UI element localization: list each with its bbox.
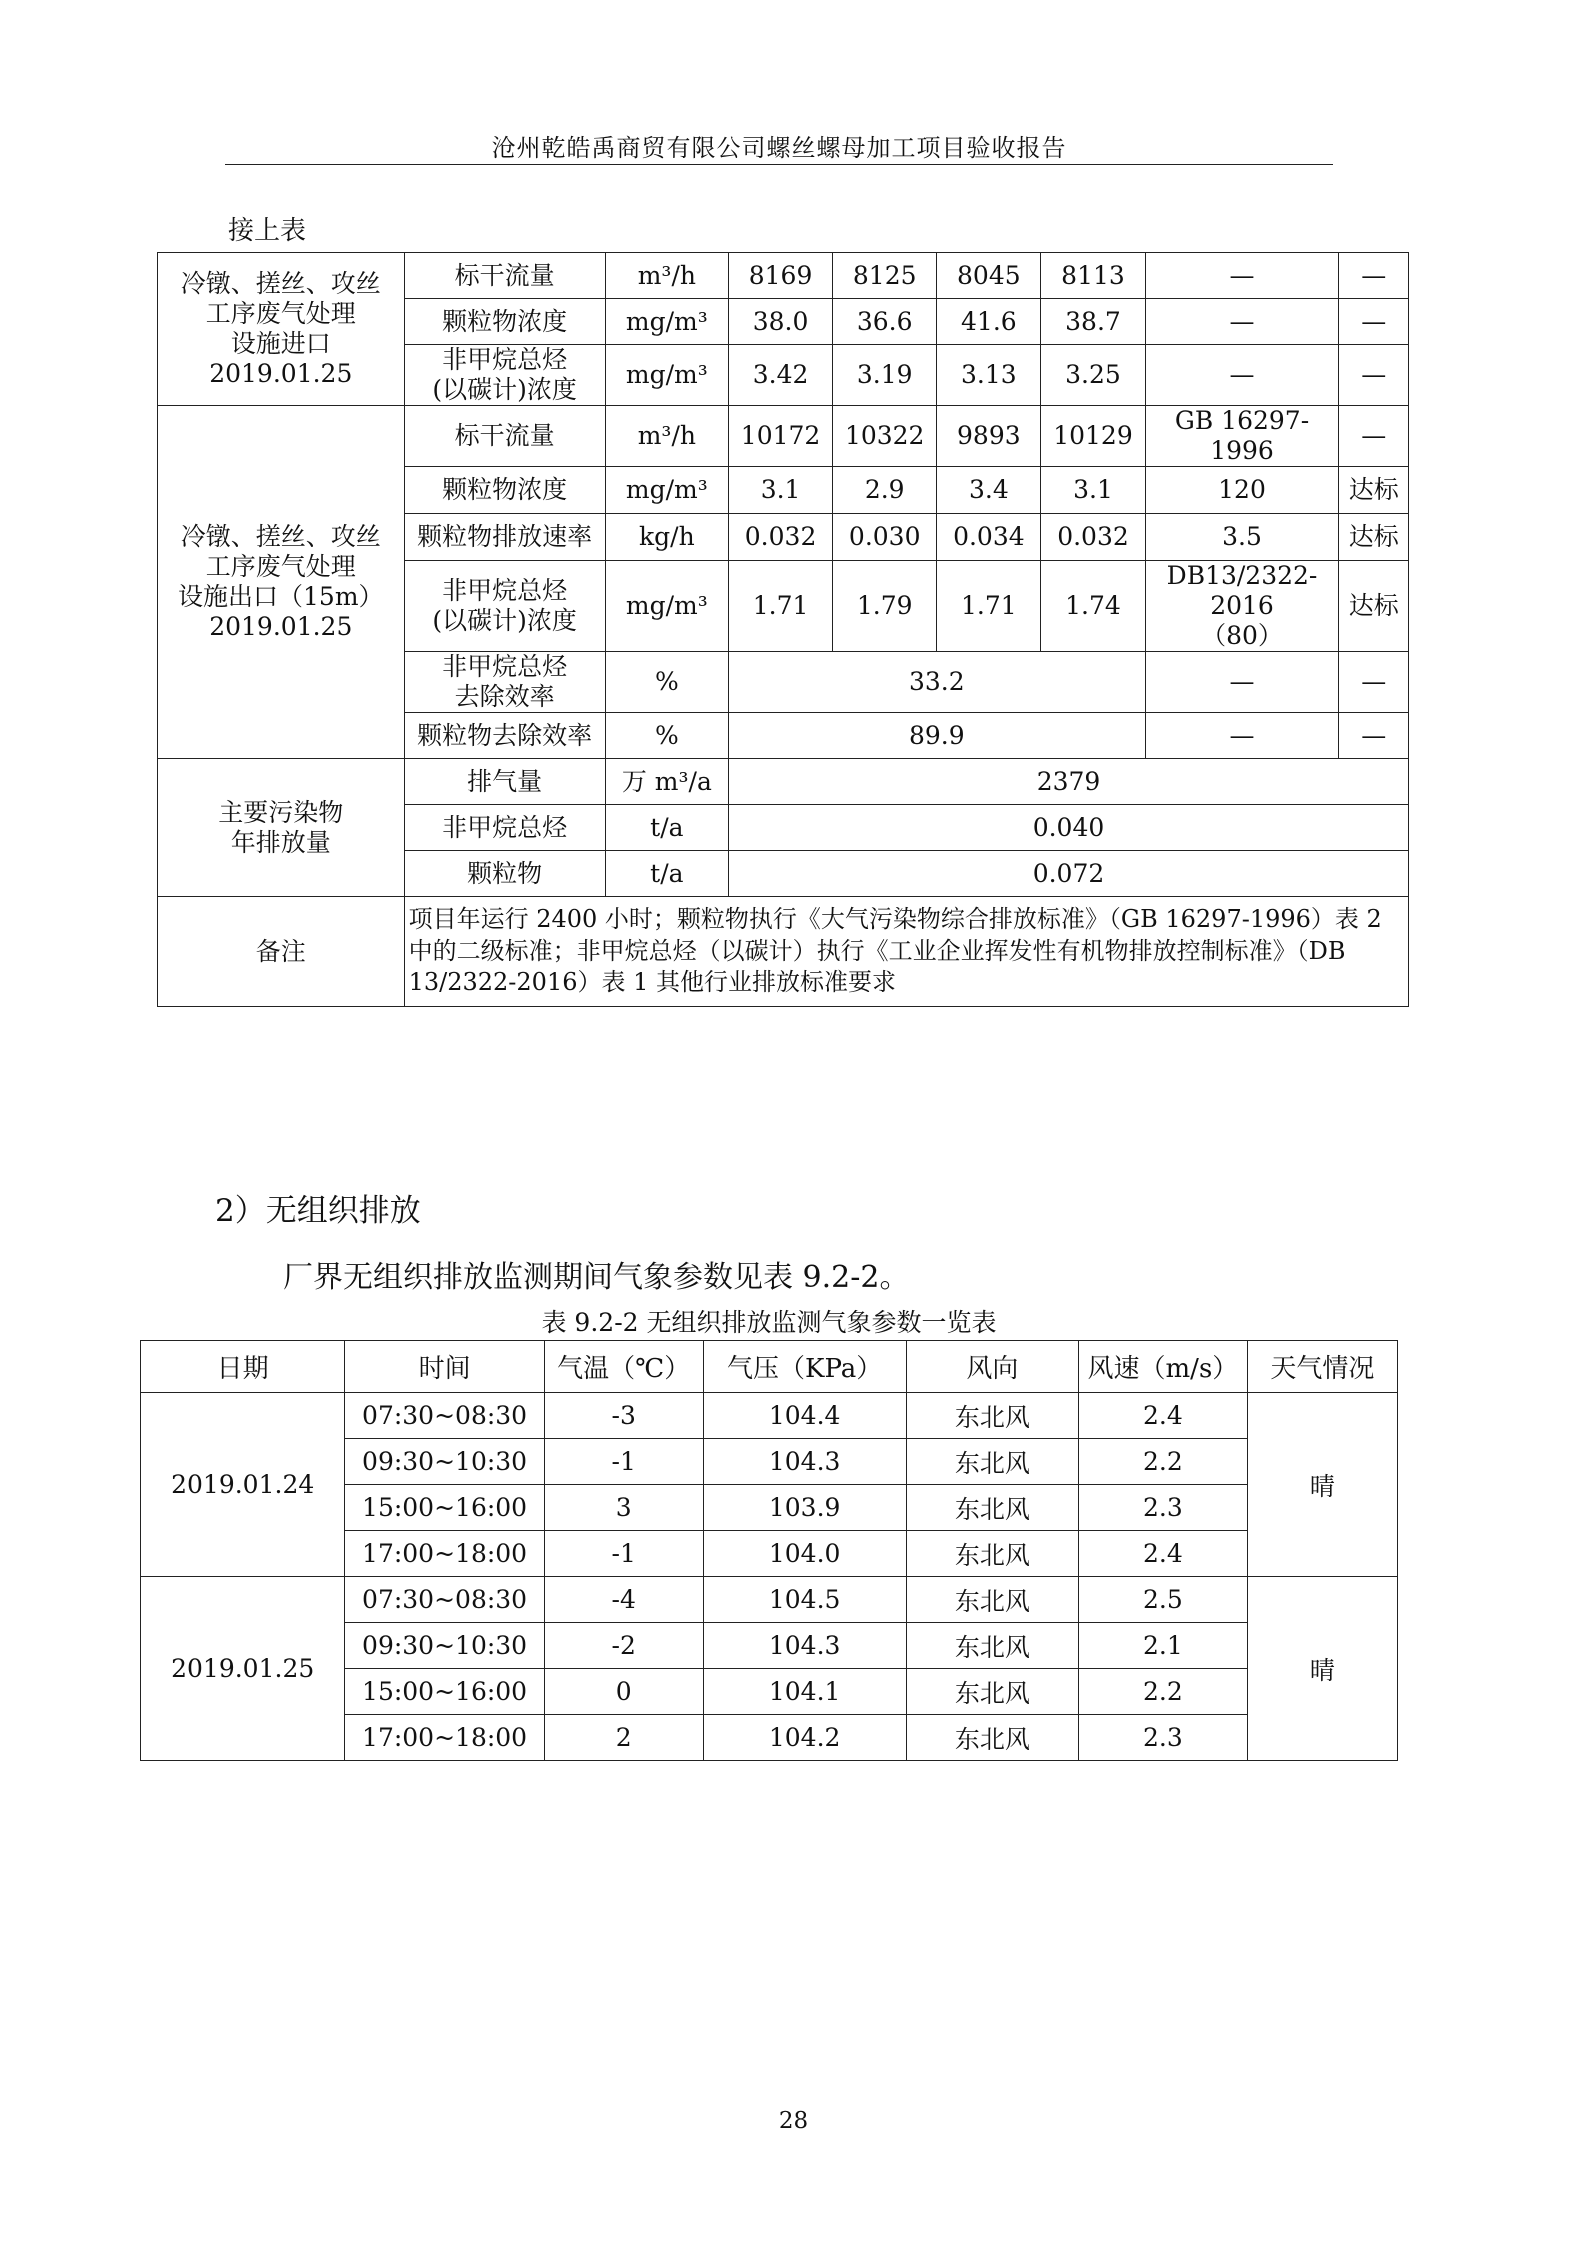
value-cell: 33.2 [729,652,1146,713]
table-row [158,897,1409,1007]
item-cell [404,406,605,467]
column-header: 风速（m/s） [1079,1341,1248,1393]
time-cell: 07:30~08:30 [345,1393,544,1439]
item-cell [404,345,605,406]
standard-cell [1145,514,1339,561]
weather-cell: 晴 [1247,1577,1397,1761]
column-header: 天气情况 [1247,1341,1397,1393]
item-cell [404,652,605,713]
group-label-cell-line: 工序废气处理 [205,552,356,581]
unit-cell: m³/h [605,253,728,299]
unit-cell: mg/m³ [605,345,728,406]
section-heading: 2）无组织排放 [215,1193,421,1229]
standard-cell-line: — [1229,306,1255,336]
value-cell: 0.072 [729,851,1409,897]
group-label-cell-line: 设施进口 [230,329,331,358]
group-label-cell-line: 冷镦、搓丝、攻丝 [180,269,381,298]
value-cell: 0.040 [729,805,1409,851]
paragraph: 厂界无组织排放监测期间气象参数见表 9.2-2。 [283,1260,910,1295]
group-label-cell-line: 年排放量 [230,827,331,857]
item-cell-line: 去除效率 [454,682,555,711]
date-cell: 2019.01.25 [141,1577,345,1761]
standard-cell: — [1145,652,1339,713]
result-cell: — [1339,253,1409,299]
time-cell: 07:30~08:30 [345,1577,544,1623]
standard-cell [1145,561,1339,652]
temp-cell: 0 [544,1669,703,1715]
result-cell: — [1339,652,1409,713]
pressure-cell: 104.2 [703,1715,906,1761]
wind-dir-cell: 东北风 [906,1577,1078,1623]
item-cell [404,253,605,299]
result-cell: — [1339,406,1409,467]
table-row [158,406,1409,467]
value-cell: 3.42 [729,345,833,406]
temp-cell: 3 [544,1485,703,1531]
temp-cell: -1 [544,1531,703,1577]
group-label-cell [158,253,405,406]
item-cell-line: 标干流量 [454,421,555,450]
value-cell: 8045 [937,253,1041,299]
wind-speed-cell: 2.1 [1079,1623,1248,1669]
standard-cell [1145,253,1339,299]
item-cell-line: 颗粒物排放速率 [417,522,593,551]
unit-cell: m³/h [605,406,728,467]
standard-cell-line: 120 [1218,475,1266,504]
wind-speed-cell: 2.2 [1079,1669,1248,1715]
item-cell-line: 颗粒物浓度 [442,475,568,504]
item-cell [404,713,605,759]
group-label-cell [158,759,405,897]
item-cell [404,299,605,345]
temp-cell: -2 [544,1623,703,1669]
wind-dir-cell: 东北风 [906,1393,1078,1439]
value-cell: 1.74 [1041,561,1145,652]
table-row [141,1577,1398,1623]
date-cell: 2019.01.24 [141,1393,345,1577]
unit-cell: kg/h [605,514,728,561]
temp-cell: -4 [544,1577,703,1623]
pressure-cell: 104.3 [703,1439,906,1485]
wind-speed-cell: 2.5 [1079,1577,1248,1623]
value-cell: 36.6 [833,299,937,345]
value-cell: 10129 [1041,406,1145,467]
wind-speed-cell: 2.4 [1079,1393,1248,1439]
value-cell: 9893 [937,406,1041,467]
group-label-cell [158,406,405,759]
unit-cell: % [605,652,728,713]
item-cell [404,467,605,514]
value-cell: 8169 [729,253,833,299]
value-cell: 3.1 [1041,467,1145,514]
item-cell-line: 非甲烷总烃 [442,576,568,605]
standard-cell-line: — [1229,260,1255,290]
item-cell-line: 颗粒物去除效率 [417,720,593,750]
value-cell: 1.71 [729,561,833,652]
wind-dir-cell: 东北风 [906,1715,1078,1761]
wind-speed-cell: 2.3 [1079,1485,1248,1531]
time-cell: 09:30~10:30 [345,1439,544,1485]
value-cell: 38.7 [1041,299,1145,345]
time-cell: 09:30~10:30 [345,1623,544,1669]
standard-cell-line: — [1229,360,1255,389]
weather-cell: 晴 [1247,1393,1397,1577]
group-label-cell-line: 设施出口（15m） [178,582,384,611]
standard-cell-line: GB 16297-1996 [1174,406,1310,465]
unit-cell: 万 m³/a [605,759,728,805]
standard-cell-line: 3.5 [1222,522,1262,551]
wind-dir-cell: 东北风 [906,1485,1078,1531]
pressure-cell: 104.4 [703,1393,906,1439]
result-cell: 达标 [1339,561,1409,652]
column-header: 气温（℃） [544,1341,703,1393]
value-cell: 1.79 [833,561,937,652]
time-cell: 15:00~16:00 [345,1485,544,1531]
table-row [158,253,1409,299]
result-cell: — [1339,713,1409,759]
unit-cell: mg/m³ [605,561,728,652]
value-cell: 0.034 [937,514,1041,561]
item-cell-line: 标干流量 [454,260,555,290]
remark-label-cell: 备注 [158,897,405,1007]
unit-cell: mg/m³ [605,299,728,345]
result-cell: — [1339,345,1409,406]
value-cell: 3.4 [937,467,1041,514]
value-cell: 3.19 [833,345,937,406]
wind-dir-cell: 东北风 [906,1439,1078,1485]
pressure-cell: 104.5 [703,1577,906,1623]
value-cell: 0.032 [729,514,833,561]
standard-cell [1145,467,1339,514]
page-number: 28 [778,2108,809,2134]
wind-dir-cell: 东北风 [906,1623,1078,1669]
item-cell [404,514,605,561]
value-cell: 3.13 [937,345,1041,406]
table-row [141,1393,1398,1439]
value-cell: 41.6 [937,299,1041,345]
value-cell: 2379 [729,759,1409,805]
standard-cell-line: （80） [1201,621,1283,650]
value-cell: 38.0 [729,299,833,345]
result-cell: 达标 [1339,467,1409,514]
weather-table [140,1340,1398,1761]
standard-cell [1145,345,1339,406]
item-cell: 非甲烷总烃 [404,805,605,851]
pressure-cell: 104.1 [703,1669,906,1715]
unit-cell: t/a [605,851,728,897]
item-cell [404,561,605,652]
standard-cell-line: DB13/2322-2016 [1166,561,1318,620]
value-cell: 0.030 [833,514,937,561]
wind-speed-cell: 2.4 [1079,1531,1248,1577]
standard-cell [1145,299,1339,345]
value-cell: 8125 [833,253,937,299]
header-divider [225,164,1333,165]
remark-text-cell: 项目年运行 2400 小时；颗粒物执行《大气污染物综合排放标准》（GB 16297-1996）表 2 中的二级标准；非甲烷总烃（以碳计）执行《工业企业挥发性有机物排放控制标准》（DB 13/2322-2016）表 1 其他行业排放标准要求 [404,897,1408,1007]
column-header: 日期 [141,1341,345,1393]
unit-cell: % [605,713,728,759]
pressure-cell: 103.9 [703,1485,906,1531]
result-cell: 达标 [1339,514,1409,561]
temp-cell: -1 [544,1439,703,1485]
unit-cell: mg/m³ [605,467,728,514]
value-cell: 3.25 [1041,345,1145,406]
group-label-cell-line: 2019.01.25 [209,359,353,388]
unit-cell: t/a [605,805,728,851]
time-cell: 17:00~18:00 [345,1531,544,1577]
value-cell: 10322 [833,406,937,467]
item-cell-line: (以碳计)浓度 [432,375,577,404]
value-cell: 8113 [1041,253,1145,299]
group-label-cell-line: 冷镦、搓丝、攻丝 [180,522,381,551]
page-header: 沧州乾皓禹商贸有限公司螺丝螺母加工项目验收报告 [491,134,1067,162]
emission-table [157,252,1409,1007]
value-cell: 2.9 [833,467,937,514]
column-header: 气压（KPa） [703,1341,906,1393]
item-cell: 颗粒物 [404,851,605,897]
value-cell: 3.1 [729,467,833,514]
temp-cell: -3 [544,1393,703,1439]
value-cell: 89.9 [729,713,1146,759]
pressure-cell: 104.0 [703,1531,906,1577]
standard-cell [1145,406,1339,467]
wind-speed-cell: 2.3 [1079,1715,1248,1761]
temp-cell: 2 [544,1715,703,1761]
wind-dir-cell: 东北风 [906,1669,1078,1715]
continued-label: 接上表 [228,216,307,246]
table-header-row [141,1341,1398,1393]
wind-dir-cell: 东北风 [906,1531,1078,1577]
group-label-cell-line: 2019.01.25 [209,612,353,641]
result-cell: — [1339,299,1409,345]
item-cell-line: 非甲烷总烃 [442,652,568,681]
value-cell: 10172 [729,406,833,467]
value-cell: 0.032 [1041,514,1145,561]
group-label-cell-line: 主要污染物 [218,797,344,827]
column-header: 风向 [906,1341,1078,1393]
wind-speed-cell: 2.2 [1079,1439,1248,1485]
item-cell-line: 非甲烷总烃 [442,345,568,374]
column-header: 时间 [345,1341,544,1393]
item-cell: 排气量 [404,759,605,805]
standard-cell: — [1145,713,1339,759]
time-cell: 15:00~16:00 [345,1669,544,1715]
item-cell-line: (以碳计)浓度 [432,606,577,635]
time-cell: 17:00~18:00 [345,1715,544,1761]
group-label-cell-line: 工序废气处理 [205,299,356,328]
pressure-cell: 104.3 [703,1623,906,1669]
table-caption: 表 9.2-2 无组织排放监测气象参数一览表 [541,1308,997,1337]
item-cell-line: 颗粒物浓度 [442,306,568,336]
value-cell: 1.71 [937,561,1041,652]
table-row [158,759,1409,805]
